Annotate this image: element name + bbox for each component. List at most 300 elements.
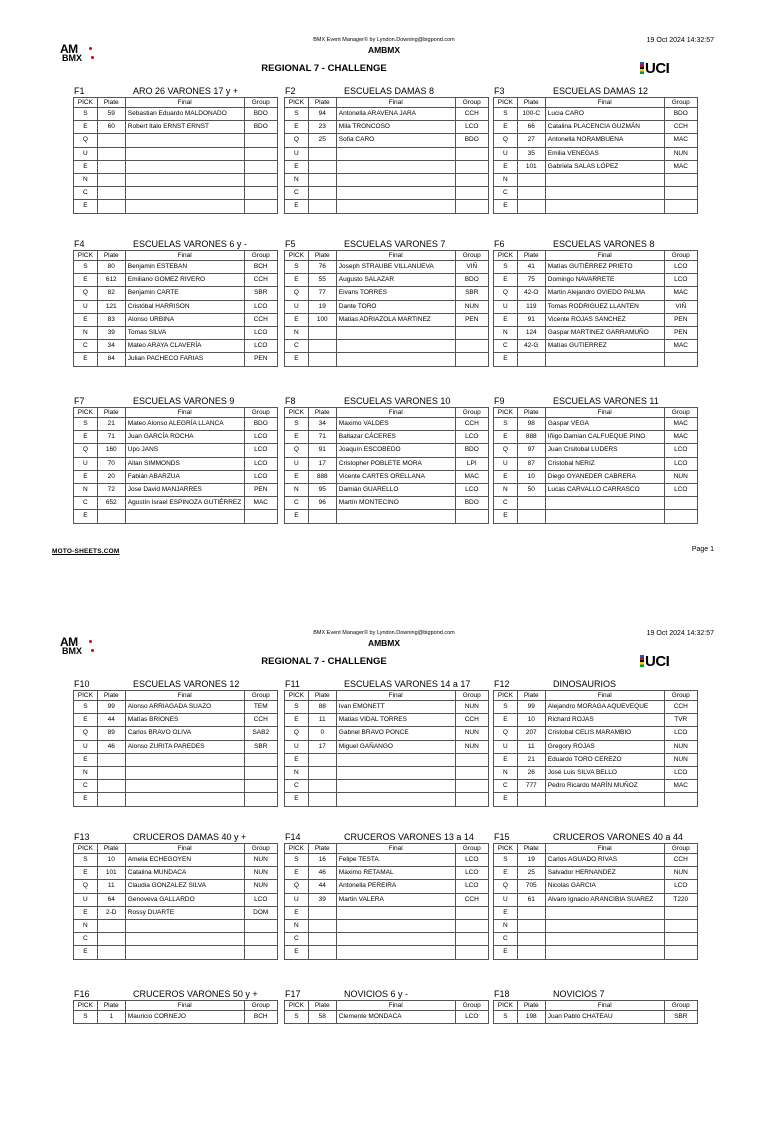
table-row	[285, 933, 489, 946]
pick-cell: E	[285, 274, 309, 287]
results-table	[493, 690, 698, 807]
table-row	[74, 300, 278, 313]
pick-cell: Q	[494, 444, 518, 457]
pick-cell: Q	[285, 880, 309, 893]
pick-cell: U	[285, 147, 309, 160]
plate-cell: 97	[517, 444, 545, 457]
plate-cell: 25	[308, 134, 336, 147]
group-cell: NUN	[664, 867, 697, 880]
rider-name-cell: Martin Alejandro OVIEDO PALMA	[545, 287, 664, 300]
group-cell: NUN	[455, 740, 488, 753]
pick-cell: E	[494, 353, 518, 366]
pick-cell: E	[494, 906, 518, 919]
plate-cell: 72	[97, 483, 125, 496]
rider-name-cell: Antonella NORAMBUENA	[545, 134, 664, 147]
rider-name-cell: Mateo ARAYA CLAVERÍA	[125, 340, 244, 353]
plate-cell: 99	[97, 701, 125, 714]
print-timestamp: 19 Oct 2024 14:32:57	[646, 630, 714, 637]
group-cell: LCO	[664, 274, 697, 287]
plate-cell	[308, 793, 336, 806]
page-number: Page 1	[691, 546, 714, 553]
plate-header: Plate	[308, 1001, 336, 1011]
rider-name-cell	[545, 946, 664, 959]
race-header	[493, 989, 698, 1000]
group-cell: CCH	[455, 714, 488, 727]
pick-cell: S	[494, 701, 518, 714]
group-cell	[664, 919, 697, 932]
pick-cell: C	[74, 340, 98, 353]
rider-name-cell: Augusto SALAZAR	[336, 274, 455, 287]
pick-cell: E	[494, 274, 518, 287]
pick-cell: E	[285, 353, 309, 366]
group-cell: LCO	[664, 444, 697, 457]
group-cell: PEN	[455, 313, 488, 326]
pick-cell: N	[494, 173, 518, 186]
plate-cell: 82	[97, 287, 125, 300]
pick-cell: E	[494, 121, 518, 134]
pick-cell: N	[494, 766, 518, 779]
race-block-f10	[73, 679, 278, 807]
rider-name-cell: Antonella PEREIRA	[336, 880, 455, 893]
plate-cell: 19	[517, 854, 545, 867]
group-header: Group	[244, 408, 277, 418]
results-table	[493, 1000, 698, 1024]
table-row	[74, 200, 278, 213]
table-row	[494, 497, 698, 510]
table-header-row	[494, 98, 698, 108]
rider-name-cell: Emiliano GOMEZ RIVERO	[125, 274, 244, 287]
results-table	[73, 843, 278, 960]
pick-cell: E	[285, 160, 309, 173]
group-cell: MAC	[664, 287, 697, 300]
plate-header: Plate	[97, 844, 125, 854]
plate-cell: 888	[517, 431, 545, 444]
rider-name-cell	[545, 919, 664, 932]
rider-name-cell	[336, 353, 455, 366]
table-row	[74, 326, 278, 339]
table-row	[285, 287, 489, 300]
plate-cell: 91	[517, 313, 545, 326]
pick-cell: E	[74, 793, 98, 806]
rider-name-cell: Sofia CARO	[336, 134, 455, 147]
pick-cell: E	[285, 121, 309, 134]
table-header-row	[285, 691, 489, 701]
pick-header: PICK	[285, 98, 309, 108]
table-row	[494, 510, 698, 523]
pick-cell: E	[74, 313, 98, 326]
pick-cell: E	[494, 470, 518, 483]
race-title: ESCUELAS VARONES 9	[133, 396, 235, 406]
rider-name-cell: Cristobal NERIZ	[545, 457, 664, 470]
rider-name-cell	[336, 340, 455, 353]
race-title: ARO 26 VARONES 17 y +	[133, 86, 239, 96]
plate-cell: 160	[97, 444, 125, 457]
event-title: REGIONAL 7 - CHALLENGE	[261, 656, 387, 667]
plate-cell: 612	[97, 274, 125, 287]
race-header	[73, 989, 278, 1000]
table-row	[74, 766, 278, 779]
plate-cell: 19	[308, 300, 336, 313]
group-cell: LCO	[244, 444, 277, 457]
results-table	[493, 250, 698, 367]
group-cell	[455, 906, 488, 919]
group-cell	[244, 134, 277, 147]
plate-header: Plate	[97, 1001, 125, 1011]
rider-name-cell	[545, 510, 664, 523]
table-row	[494, 418, 698, 431]
uci-logo-text: UCI	[645, 653, 670, 670]
group-cell	[455, 326, 488, 339]
plate-cell: 76	[308, 261, 336, 274]
table-row	[74, 780, 278, 793]
group-cell: TEM	[244, 701, 277, 714]
group-cell	[664, 173, 697, 186]
plate-cell: 87	[517, 457, 545, 470]
rider-name-cell	[336, 906, 455, 919]
group-cell	[455, 340, 488, 353]
table-row	[285, 753, 489, 766]
rider-name-cell: Lucia CARO	[545, 108, 664, 121]
pick-header: PICK	[74, 844, 98, 854]
plate-cell: 66	[517, 121, 545, 134]
race-block-f8	[284, 396, 489, 524]
rider-name-cell: Vicente ROJAS SANCHEZ	[545, 313, 664, 326]
pick-cell: N	[285, 173, 309, 186]
race-block-f3	[493, 86, 698, 214]
table-row	[285, 147, 489, 160]
table-row	[285, 946, 489, 959]
group-cell: CCH	[664, 121, 697, 134]
rider-name-cell: Gregory ROJAS	[545, 740, 664, 753]
group-header: Group	[455, 251, 488, 261]
table-row	[285, 274, 489, 287]
rider-name-cell: Robert Italo ERNST ERNST	[125, 121, 244, 134]
rider-name-cell: Genoveva GALLARDO	[125, 893, 244, 906]
plate-cell: 44	[97, 714, 125, 727]
plate-cell: 42-O	[517, 287, 545, 300]
plate-header: Plate	[308, 98, 336, 108]
pick-cell: S	[494, 854, 518, 867]
results-table	[284, 843, 489, 960]
race-header	[284, 396, 489, 407]
plate-header: Plate	[517, 691, 545, 701]
table-row	[494, 727, 698, 740]
pick-cell: E	[494, 714, 518, 727]
uci-stripes-icon	[640, 655, 644, 667]
group-cell	[455, 200, 488, 213]
rider-name-cell	[125, 919, 244, 932]
group-cell: CCH	[244, 274, 277, 287]
uci-logo	[640, 653, 669, 670]
table-row	[494, 753, 698, 766]
pick-header: PICK	[494, 251, 518, 261]
plate-cell	[97, 147, 125, 160]
pick-cell: N	[494, 919, 518, 932]
group-cell: LCO	[455, 867, 488, 880]
pick-cell: E	[494, 160, 518, 173]
plate-cell: 95	[308, 483, 336, 496]
race-title: ESCUELAS VARONES 14 a 17	[344, 679, 471, 689]
plate-cell	[97, 919, 125, 932]
table-row	[74, 108, 278, 121]
group-cell: CCH	[664, 854, 697, 867]
table-row	[74, 727, 278, 740]
rider-name-cell: Emilia VENEGAS	[545, 147, 664, 160]
plate-header: Plate	[517, 251, 545, 261]
plate-cell	[517, 187, 545, 200]
rider-name-cell: José Luis SILVA BELLO	[545, 766, 664, 779]
group-cell: SBR	[244, 287, 277, 300]
rider-name-cell: Pedro Ricardo MARÍN MUÑOZ	[545, 780, 664, 793]
rider-name-cell	[125, 946, 244, 959]
credit-line: BMX Event Manager© by Lyndon.Downing@bigpond.com	[313, 37, 455, 43]
pick-cell: E	[494, 946, 518, 959]
rider-name-cell: Matías GUTIÉRREZ PRIETO	[545, 261, 664, 274]
group-cell: LCO	[244, 457, 277, 470]
pick-cell: C	[285, 497, 309, 510]
pick-cell: S	[285, 854, 309, 867]
plate-cell: 46	[308, 867, 336, 880]
results-table	[73, 1000, 278, 1024]
table-row	[74, 457, 278, 470]
rider-name-cell: Catalina MUNDACA	[125, 867, 244, 880]
table-row	[285, 510, 489, 523]
table-row	[74, 483, 278, 496]
final-header: Final	[336, 844, 455, 854]
final-header: Final	[336, 98, 455, 108]
final-header: Final	[545, 844, 664, 854]
table-row	[285, 457, 489, 470]
pick-cell: Q	[74, 134, 98, 147]
rider-name-cell: Juan Crsitobal LUDERS	[545, 444, 664, 457]
table-header-row	[494, 844, 698, 854]
rider-name-cell	[125, 753, 244, 766]
group-cell	[455, 510, 488, 523]
rider-name-cell	[336, 753, 455, 766]
group-cell: MAC	[664, 134, 697, 147]
uci-logo	[640, 60, 669, 77]
rider-name-cell	[125, 200, 244, 213]
table-row	[285, 134, 489, 147]
table-row	[74, 867, 278, 880]
race-title: NOVICIOS 6 y -	[344, 989, 409, 999]
rider-name-cell: Benjamin ESTEBAN	[125, 261, 244, 274]
rider-name-cell: Maximo RETAMAL	[336, 867, 455, 880]
group-cell	[244, 919, 277, 932]
table-row	[494, 287, 698, 300]
plate-cell	[517, 510, 545, 523]
pick-cell: C	[494, 780, 518, 793]
rider-name-cell	[336, 780, 455, 793]
table-row	[494, 714, 698, 727]
group-cell	[244, 510, 277, 523]
pick-cell: E	[494, 200, 518, 213]
uci-logo-text: UCI	[645, 60, 670, 77]
race-title: ESCUELAS VARONES 11	[553, 396, 659, 406]
pick-cell: S	[74, 261, 98, 274]
plate-cell	[517, 497, 545, 510]
table-row	[494, 313, 698, 326]
results-table	[493, 843, 698, 960]
table-row	[494, 457, 698, 470]
plate-cell: 80	[97, 261, 125, 274]
pick-header: PICK	[74, 408, 98, 418]
pick-cell: E	[74, 160, 98, 173]
rider-name-cell: Alonso URBINA	[125, 313, 244, 326]
rider-name-cell: Tomas SILVA	[125, 326, 244, 339]
table-header-row	[494, 408, 698, 418]
rider-name-cell: Benjamin CARTE	[125, 287, 244, 300]
race-code: F5	[285, 239, 296, 249]
pick-header: PICK	[285, 251, 309, 261]
rider-name-cell	[336, 187, 455, 200]
race-header	[73, 679, 278, 690]
rider-name-cell: Juan GARCÍA ROCHA	[125, 431, 244, 444]
rider-name-cell: Maximo VALDES	[336, 418, 455, 431]
group-cell: LCO	[664, 766, 697, 779]
rider-name-cell	[336, 793, 455, 806]
plate-cell: 25	[517, 867, 545, 880]
pick-cell: Q	[494, 287, 518, 300]
rider-name-cell	[545, 187, 664, 200]
race-block-f12	[493, 679, 698, 807]
table-row	[494, 274, 698, 287]
group-cell	[455, 780, 488, 793]
table-row	[74, 714, 278, 727]
group-cell: SBR	[455, 287, 488, 300]
table-row	[74, 340, 278, 353]
group-cell: MAC	[664, 780, 697, 793]
rider-name-cell: Alonso ARRIAGADA SUAZO	[125, 701, 244, 714]
rider-name-cell: Upo JANS	[125, 444, 244, 457]
table-row	[74, 187, 278, 200]
group-cell: LCO	[244, 893, 277, 906]
results-table	[284, 690, 489, 807]
final-header: Final	[336, 1001, 455, 1011]
pick-cell: E	[285, 714, 309, 727]
uci-stripes-icon	[640, 62, 644, 74]
group-cell: BDO	[664, 108, 697, 121]
pick-cell: Q	[285, 727, 309, 740]
pick-cell: E	[74, 121, 98, 134]
group-cell	[244, 173, 277, 186]
table-row	[494, 261, 698, 274]
group-cell	[244, 753, 277, 766]
pick-cell: C	[494, 497, 518, 510]
rider-name-cell: Carlos AGUADO RIVAS	[545, 854, 664, 867]
final-header: Final	[545, 1001, 664, 1011]
plate-cell: 0	[308, 727, 336, 740]
table-row	[74, 160, 278, 173]
group-cell	[244, 147, 277, 160]
race-code: F14	[285, 832, 301, 842]
results-table	[284, 97, 489, 214]
group-cell: NUN	[244, 854, 277, 867]
pick-cell: Q	[285, 134, 309, 147]
plate-cell: 96	[308, 497, 336, 510]
plate-cell: 198	[517, 1011, 545, 1024]
plate-cell	[308, 510, 336, 523]
group-cell: NUN	[664, 740, 697, 753]
final-header: Final	[545, 98, 664, 108]
plate-cell: 89	[97, 727, 125, 740]
pick-cell: S	[285, 108, 309, 121]
pick-header: PICK	[494, 408, 518, 418]
group-cell: DOM	[244, 906, 277, 919]
group-cell	[664, 353, 697, 366]
group-cell: VIÑ	[664, 300, 697, 313]
table-row	[285, 906, 489, 919]
final-header: Final	[545, 691, 664, 701]
plate-cell	[308, 906, 336, 919]
table-row	[494, 353, 698, 366]
group-cell: LCO	[664, 880, 697, 893]
rider-name-cell: Mila TRONCOSO	[336, 121, 455, 134]
race-title: CRUCEROS VARONES 13 a 14	[344, 832, 474, 842]
group-cell: LPI	[455, 457, 488, 470]
group-cell	[244, 766, 277, 779]
final-header: Final	[125, 251, 244, 261]
table-header-row	[285, 98, 489, 108]
plate-cell: 84	[97, 353, 125, 366]
group-cell: LCO	[244, 470, 277, 483]
table-row	[285, 867, 489, 880]
plate-cell: 20	[97, 470, 125, 483]
pick-header: PICK	[285, 1001, 309, 1011]
pick-cell: E	[74, 274, 98, 287]
plate-cell	[97, 780, 125, 793]
race-block-f13	[73, 832, 278, 960]
final-header: Final	[125, 98, 244, 108]
group-cell	[664, 187, 697, 200]
group-cell	[664, 510, 697, 523]
pick-cell: S	[285, 1011, 309, 1024]
plate-cell	[517, 200, 545, 213]
pick-cell: N	[74, 326, 98, 339]
group-header: Group	[455, 408, 488, 418]
pick-cell: S	[74, 108, 98, 121]
group-cell	[244, 793, 277, 806]
plate-cell: 23	[308, 121, 336, 134]
race-header	[493, 239, 698, 250]
pick-cell: E	[494, 431, 518, 444]
group-cell: BCH	[244, 261, 277, 274]
pick-cell: Q	[74, 880, 98, 893]
plate-cell	[308, 173, 336, 186]
rider-name-cell: Matías GUTIERREZ	[545, 340, 664, 353]
table-row	[494, 483, 698, 496]
group-cell	[455, 766, 488, 779]
plate-header: Plate	[517, 98, 545, 108]
plate-cell: 11	[97, 880, 125, 893]
pick-cell: N	[285, 326, 309, 339]
pick-cell: N	[285, 919, 309, 932]
race-code: F18	[494, 989, 510, 999]
group-cell: MAC	[244, 497, 277, 510]
plate-cell	[97, 766, 125, 779]
rider-name-cell: Catalina PLACENCIA GUZMÁN	[545, 121, 664, 134]
table-header-row	[285, 251, 489, 261]
race-title: CRUCEROS VARONES 40 a 44	[553, 832, 683, 842]
table-row	[74, 893, 278, 906]
table-row	[285, 880, 489, 893]
group-header: Group	[664, 408, 697, 418]
pick-header: PICK	[285, 408, 309, 418]
race-block-f15	[493, 832, 698, 960]
table-header-row	[494, 1001, 698, 1011]
race-title: ESCUELAS VARONES 7	[344, 239, 446, 249]
plate-cell	[308, 753, 336, 766]
